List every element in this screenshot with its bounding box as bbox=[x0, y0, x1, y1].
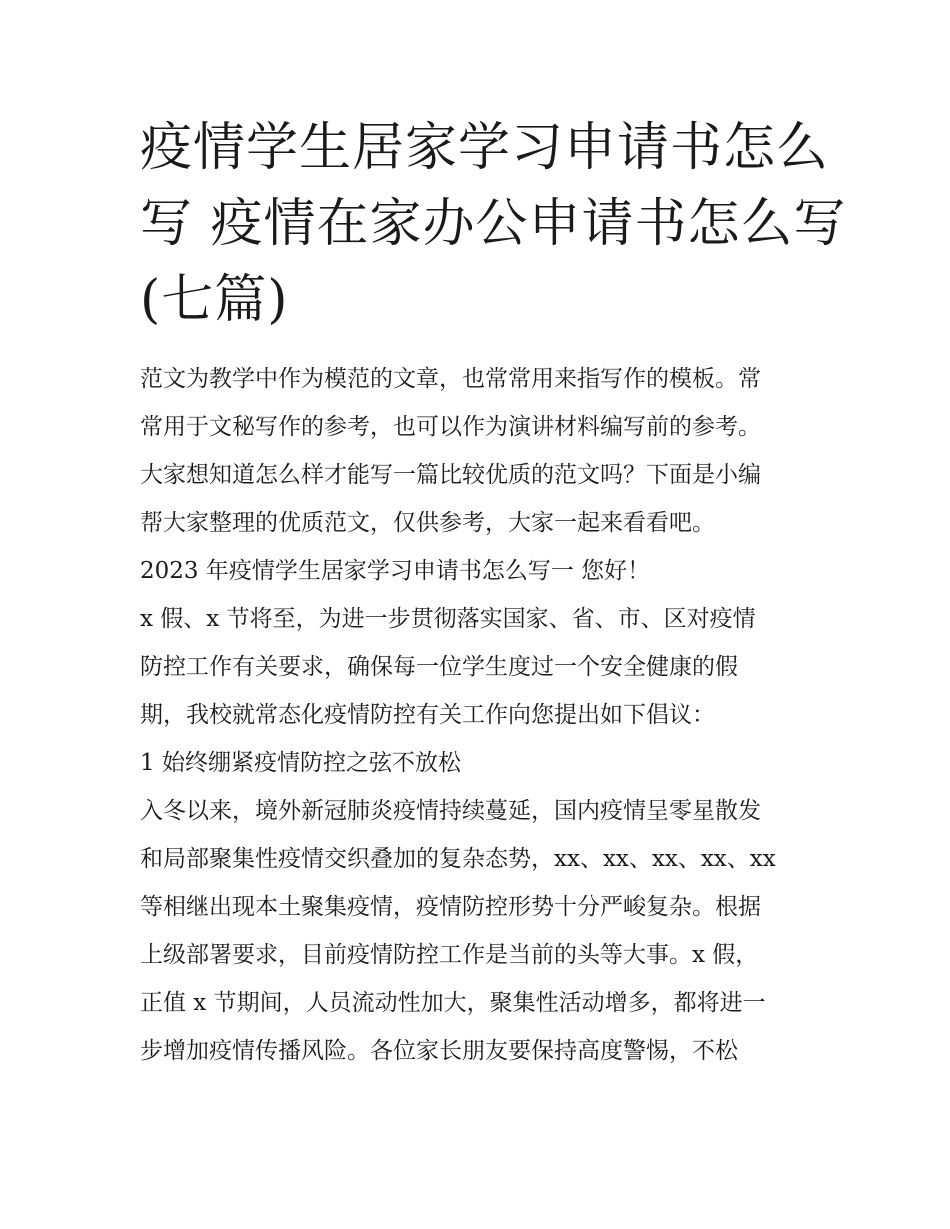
body-line: 正值 x 节期间，人员流动性加大，聚集性活动增多，都将进一 bbox=[140, 990, 766, 1016]
body-line: 范文为教学中作为模范的文章，也常常用来指写作的模板。常 bbox=[140, 366, 761, 392]
title-line: (七篇) bbox=[140, 270, 289, 330]
body-line: 期，我校就常态化疫情防控有关工作向您提出如下倡议： bbox=[140, 702, 715, 728]
section-heading: 2023 年疫情学生居家学习申请书怎么写一 您好！ bbox=[140, 558, 651, 584]
body-line: x 假、x 节将至，为进一步贯彻落实国家、省、市、区对疫情 bbox=[140, 606, 756, 632]
body-line: 帮大家整理的优质范文，仅供参考，大家一起来看看吧。 bbox=[140, 510, 715, 536]
document-body bbox=[140, 355, 820, 1075]
body-line: 上级部署要求，目前疫情防控工作是当前的头等大事。x 假， bbox=[140, 942, 759, 968]
document-title bbox=[140, 110, 847, 338]
body-line: 等相继出现本土聚集疫情，疫情防控形势十分严峻复杂。根据 bbox=[140, 894, 761, 920]
body-line: 入冬以来，境外新冠肺炎疫情持续蔓延，国内疫情呈零星散发 bbox=[140, 798, 761, 824]
body-line: 步增加疫情传播风险。各位家长朋友要保持高度警惕，不松 bbox=[140, 1038, 738, 1064]
body-line: 常用于文秘写作的参考，也可以作为演讲材料编写前的参考。 bbox=[140, 414, 761, 440]
subsection-heading: 1 始终绷紧疫情防控之弦不放松 bbox=[140, 750, 461, 776]
title-line: 写 疫情在家办公申请书怎么写 bbox=[140, 194, 847, 254]
body-line: 防控工作有关要求，确保每一位学生度过一个安全健康的假 bbox=[140, 654, 738, 680]
body-line: 大家想知道怎么样才能写一篇比较优质的范文吗？下面是小编 bbox=[140, 462, 761, 488]
body-line: 和局部聚集性疫情交织叠加的复杂态势，xx、xx、xx、xx、xx bbox=[140, 846, 776, 872]
title-line: 疫情学生居家学习申请书怎么 bbox=[140, 118, 830, 178]
